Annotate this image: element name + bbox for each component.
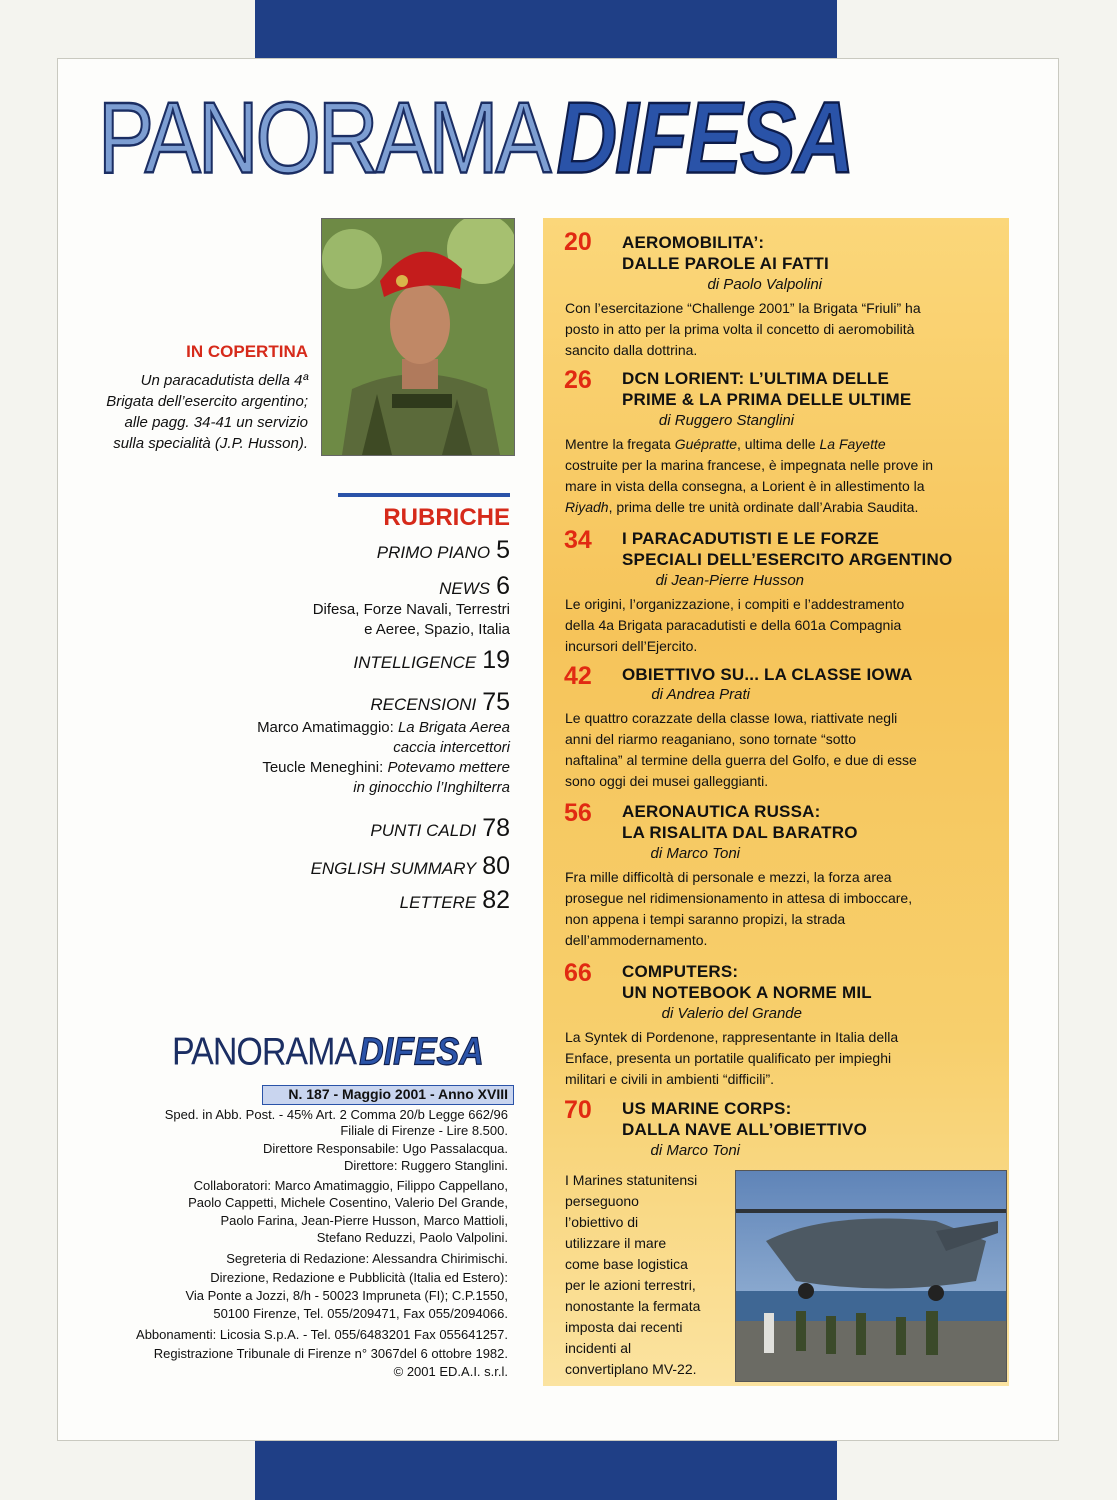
imprint-line: Filiale di Firenze - Lire 8.500. bbox=[340, 1123, 508, 1138]
article-page-number[interactable]: 26 bbox=[564, 366, 592, 394]
imprint-line: 50100 Firenze, Tel. 055/209471, Fax 055/2094066. bbox=[213, 1306, 508, 1321]
rubrica-news[interactable]: NEWS 6 bbox=[439, 572, 510, 600]
article-title[interactable]: COMPUTERS: UN NOTEBOOK A NORME MIL bbox=[622, 962, 872, 1002]
cover-title: IN COPERTINA bbox=[186, 342, 308, 361]
article-author: di Paolo Valpolini bbox=[707, 276, 822, 293]
rubrica-lettere[interactable]: LETTERE 82 bbox=[399, 886, 510, 914]
article-summary: Le origini, l’organizzazione, i compiti e l’addestramento della 4a Brigata paracadutisti e della 601a Compagnia incursori dell’Ejercito. bbox=[565, 596, 905, 654]
cover-caption-line: alle pagg. 34-41 un servizio bbox=[124, 414, 308, 431]
recensioni-list: Marco Amatimaggio: La Brigata Aerea caccia intercettori Teucle Meneghini: Potevamo mettere in ginocchio l’Inghilterra bbox=[257, 719, 510, 796]
imprint-line: Via Ponte a Jozzi, 8/h - 50023 Impruneta (FI); C.P.1550, bbox=[185, 1288, 508, 1303]
imprint-line: Sped. in Abb. Post. - 45% Art. 2 Comma 20/b Legge 662/96 bbox=[164, 1107, 508, 1122]
rubriche-title: RUBRICHE bbox=[383, 504, 510, 531]
cover-caption-line: sulla specialità (J.P. Husson). bbox=[113, 435, 308, 452]
article-page-number[interactable]: 56 bbox=[564, 799, 592, 827]
imprint-line: Collaboratori: Marco Amatimaggio, Filippo Cappellano, bbox=[193, 1178, 508, 1193]
article-author: di Marco Toni bbox=[650, 845, 740, 862]
imprint-line: Abbonamenti: Licosia S.p.A. - Tel. 055/6483201 Fax 055641257. bbox=[136, 1327, 508, 1342]
helicopter-photo bbox=[735, 1170, 1007, 1382]
imprint-line: Paolo Farina, Jean-Pierre Husson, Marco Mattioli, bbox=[220, 1213, 508, 1228]
article-summary: Mentre la fregata Guépratte, ultima delle La Fayette costruite per la marina francese, è impegnata nelle prove in mare in vista della consegna, a Lorient è in allestimento la Riyadh, prima delle tre unità ordinate dall’Arabia Saudita. bbox=[565, 436, 934, 515]
article-title[interactable]: US MARINE CORPS: DALLA NAVE ALL’OBIETTIVO bbox=[622, 1099, 867, 1139]
article-summary: Le quattro corazzate della classe Iowa, riattivate negli anni del riarmo reaganiano, sono tornate “sotto naftalina” al termine della guerra del Golfo, e due di esse sono oggi dei musei galleggianti. bbox=[565, 710, 917, 789]
rubrica-recensioni[interactable]: RECENSIONI 75 bbox=[370, 688, 510, 716]
article-summary: La Syntek di Pordenone, rappresentante in Italia della Enface, presenta un portatile qualificato per impieghi militari e civili in ambienti “difficili”. bbox=[565, 1029, 899, 1087]
article-summary: Fra mille difficoltà di personale e mezzi, la forza area prosegue nel ridimensionamento in attesa di imboccare, non appena i tempi saranno propizi, la strada dell’ammodernamento. bbox=[565, 869, 913, 948]
article-author: di Ruggero Stanglini bbox=[658, 412, 794, 429]
article-page-number[interactable]: 66 bbox=[564, 959, 592, 987]
masthead-panorama: PANORAMA bbox=[98, 81, 549, 194]
issue-number: N. 187 - Maggio 2001 - Anno XVIII bbox=[288, 1086, 508, 1102]
imprint-line: Direttore: Ruggero Stanglini. bbox=[343, 1158, 508, 1173]
article-page-number[interactable]: 42 bbox=[564, 662, 592, 690]
article-title[interactable]: AEROMOBILITA’: DALLE PAROLE AI FATTI bbox=[622, 233, 829, 273]
article-title[interactable]: OBIETTIVO SU... LA CLASSE IOWA bbox=[622, 665, 913, 684]
imprint-line: Direzione, Redazione e Pubblicità (Italia ed Estero): bbox=[210, 1270, 508, 1285]
article-author: di Jean-Pierre Husson bbox=[655, 572, 804, 589]
rubrica-intelligence[interactable]: INTELLIGENCE 19 bbox=[353, 646, 510, 674]
imprint-line: Direttore Responsabile: Ugo Passalacqua. bbox=[263, 1141, 508, 1156]
masthead-logo bbox=[98, 80, 998, 194]
rubrica-punti-caldi[interactable]: PUNTI CALDI 78 bbox=[370, 814, 510, 842]
article-page-number[interactable]: 34 bbox=[564, 526, 592, 554]
article-summary: I Marines statunitensi perseguono l’obiettivo di utilizzare il mare come base logistica per le azioni terrestri, nonostante la fermata imposta dai recenti incidenti al convertiplano MV-22. bbox=[565, 1172, 701, 1377]
masthead-difesa: DIFESA bbox=[556, 81, 853, 194]
article-summary: Con l’esercitazione “Challenge 2001” la Brigata “Friuli” ha posto in atto per la prima volta il concetto di aeromobilità sancito dalla dottrina. bbox=[565, 300, 921, 358]
cover-caption bbox=[60, 370, 308, 454]
news-subtitle: Difesa, Forze Navali, Terrestri e Aeree, Spazio, Italia bbox=[312, 601, 510, 638]
rubrica-english-summary[interactable]: ENGLISH SUMMARY 80 bbox=[310, 852, 510, 880]
imprint-logo: PANORAMADIFESA bbox=[172, 1030, 484, 1074]
article-title[interactable]: DCN LORIENT: L’ULTIMA DELLE PRIME & LA PRIMA DELLE ULTIME bbox=[622, 369, 912, 409]
article-page-number[interactable]: 20 bbox=[564, 228, 592, 256]
bottom-blue-band bbox=[255, 1440, 837, 1500]
article-author: di Andrea Prati bbox=[651, 686, 750, 703]
rubriche-divider bbox=[338, 493, 510, 497]
top-blue-band bbox=[255, 0, 837, 62]
imprint-line: Segreteria di Redazione: Alessandra Chirimischi. bbox=[226, 1251, 508, 1266]
cover-photo bbox=[321, 218, 515, 456]
article-page-number[interactable]: 70 bbox=[564, 1096, 592, 1124]
imprint-line: Registrazione Tribunale di Firenze n° 3067del 6 ottobre 1982. bbox=[153, 1346, 508, 1361]
article-author: di Valerio del Grande bbox=[661, 1005, 802, 1022]
imprint-line: Stefano Reduzzi, Paolo Valpolini. bbox=[316, 1230, 508, 1245]
cover-caption-line: Brigata dell’esercito argentino; bbox=[106, 393, 308, 410]
imprint-line: Paolo Cappetti, Michele Cosentino, Valerio Del Grande, bbox=[188, 1195, 508, 1210]
article-author: di Marco Toni bbox=[650, 1142, 740, 1159]
imprint-line: © 2001 ED.A.I. s.r.l. bbox=[393, 1364, 508, 1379]
article-title[interactable]: I PARACADUTISTI E LE FORZE SPECIALI DELL’ESERCITO ARGENTINO bbox=[622, 529, 953, 569]
cover-caption-line: Un paracadutista della 4ª bbox=[140, 372, 308, 389]
rubrica-primo-piano[interactable]: PRIMO PIANO 5 bbox=[376, 536, 510, 564]
article-title[interactable]: AERONAUTICA RUSSA: LA RISALITA DAL BARATRO bbox=[622, 802, 858, 842]
